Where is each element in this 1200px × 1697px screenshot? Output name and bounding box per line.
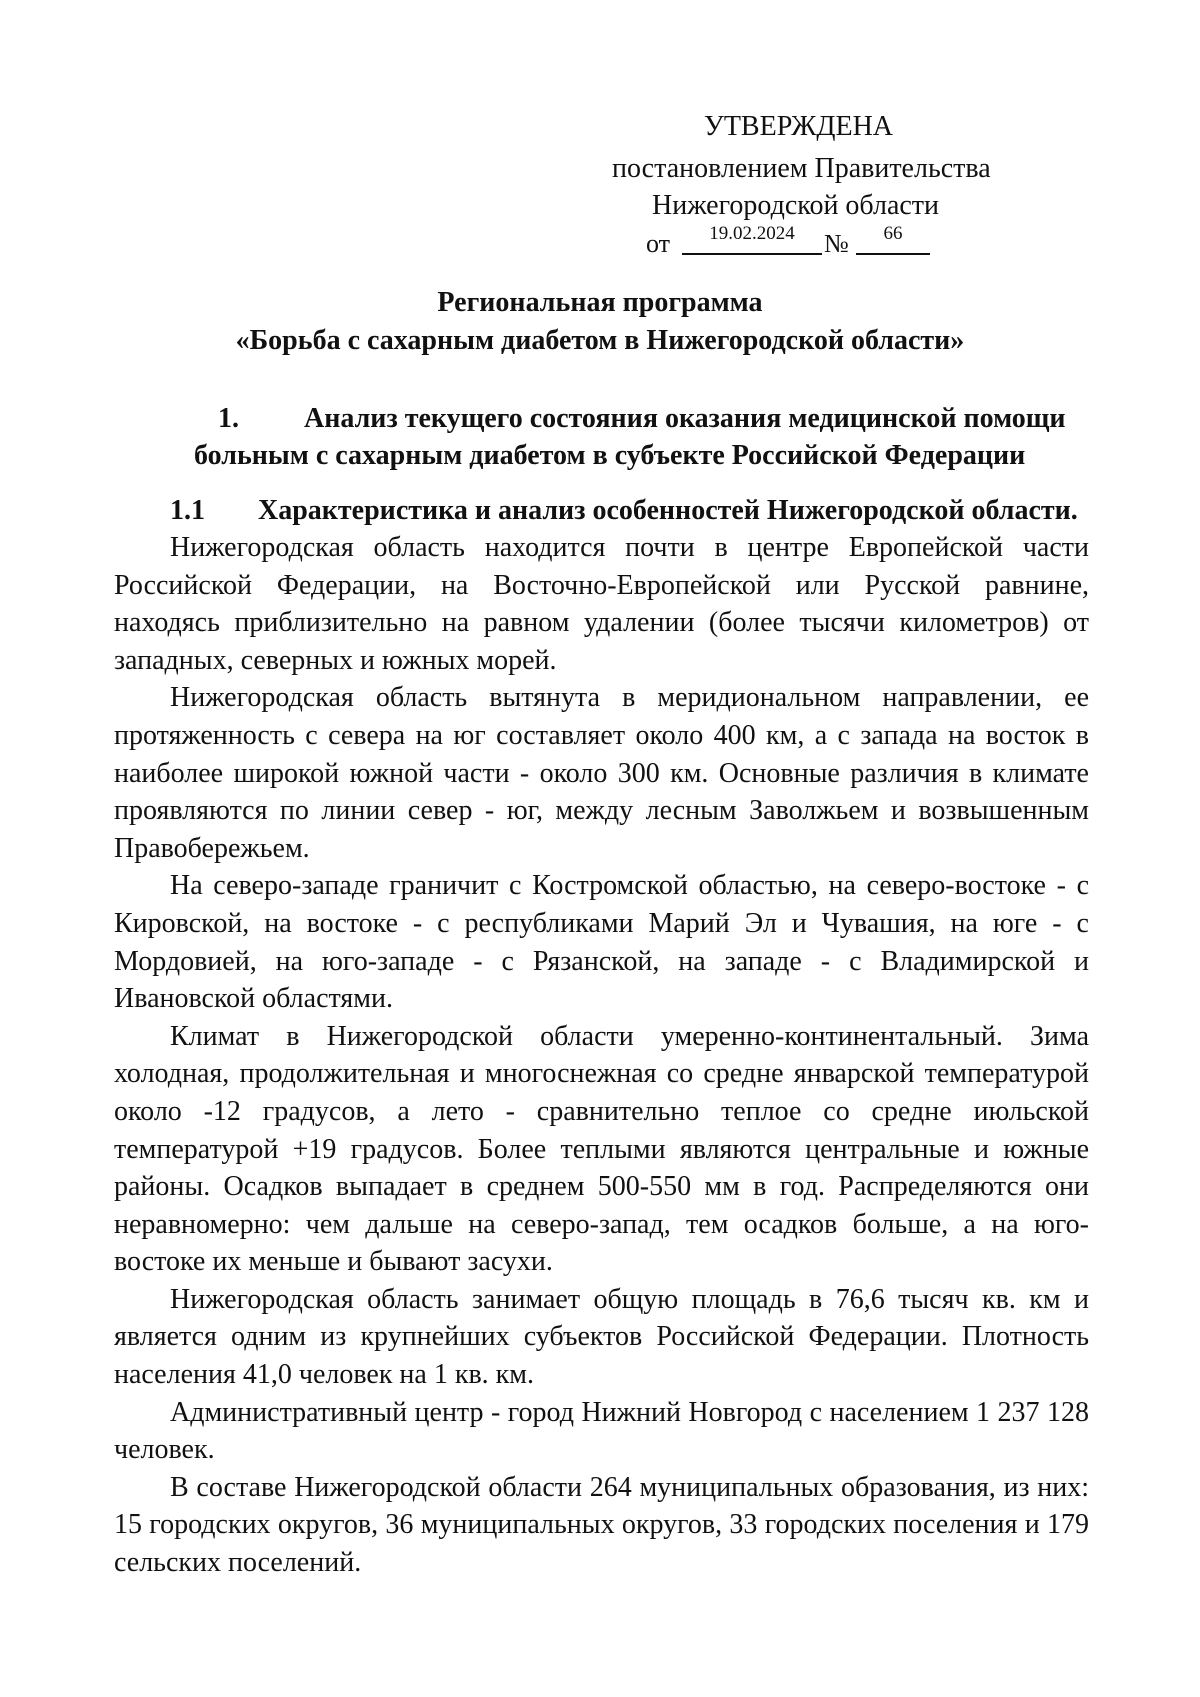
date-prefix: от (646, 229, 671, 258)
section-title-line-2: больным с сахарным диабетом в субъекте Российской Федерации (194, 440, 1026, 471)
paragraph: Административный центр - город Нижний Новгород с населением 1 237 128 человек. (114, 1396, 1089, 1466)
paragraph: На северо-западе граничит с Костромской областью, на северо-востоке - с Кировской, на востоке - с республиками Марий Эл и Чувашия, на юге - с Мордовией, на юго-западе - с Рязанской, на западе - с Владимирской и Ивановской областями. (114, 870, 1089, 1015)
approved-label: УТВЕРЖДЕНА (704, 111, 894, 142)
subsection-title: Характеристика и анализ особенностей Нижегородской области. (258, 495, 1078, 526)
decree-label: постановлением Правительства (612, 153, 991, 184)
subsection-number: 1.1 (170, 495, 205, 526)
paragraph: Нижегородская область вытянута в меридиональном направлении, ее протяженность с севера на юг составляет около 400 км, а с запада на восток в наиболее широкой южной части - около 300 км. Основные различия в климате проявляются по линии север - юг, между лесным Заволжьем и возвышенным Правобережьем. (114, 682, 1089, 864)
body-text (114, 529, 1089, 1582)
paragraph: Нижегородская область занимает общую площадь в 76,6 тысяч кв. км и является одним из крупнейших субъектов Российской Федерации. Плотность населения 41,0 человек на 1 кв. км. (114, 1283, 1089, 1391)
government-label: Нижегородской области (652, 190, 940, 221)
paragraph: Климат в Нижегородской области умеренно-континентальный. Зима холодная, продолжительная и многоснежная со средне январской температурой около -12 градусов, а лето - сравнительно теплое со средне июльской температурой +19 градусов. Более теплыми являются центральные и южные районы. Осадков выпадает в среднем 500-550 мм в год. Распределяются они неравномерно: чем дальше на северо-запад, тем осадков больше, а на юго-востоке их меньше и бывают засухи. (114, 1020, 1089, 1278)
decree-date-number-line (646, 221, 1046, 261)
title-line-1: Региональная программа (437, 287, 763, 318)
document-title (100, 284, 1100, 360)
section-number: 1. (218, 403, 239, 434)
paragraph: Нижегородская область находится почти в центре Европейской части Российской Федерации, на Восточно-Европейской или Русской равнине, находясь приблизительно на равном удалении (более тысячи километров) от западных, северных и южных морей. (114, 532, 1089, 676)
section-title-line-1: Анализ текущего состояния оказания медицинской помощи (304, 403, 1066, 434)
decree-number: 66 (856, 221, 930, 255)
title-line-2: «Борьба с сахарным диабетом в Нижегородской области» (235, 325, 965, 356)
paragraph: В составе Нижегородской области 264 муниципальных образования, из них: 15 городских округов, 36 муниципальных округов, 33 городских поселения и 179 сельских поселений. (114, 1471, 1089, 1579)
decree-date: 19.02.2024 (682, 221, 822, 255)
number-sign: № (824, 229, 849, 258)
